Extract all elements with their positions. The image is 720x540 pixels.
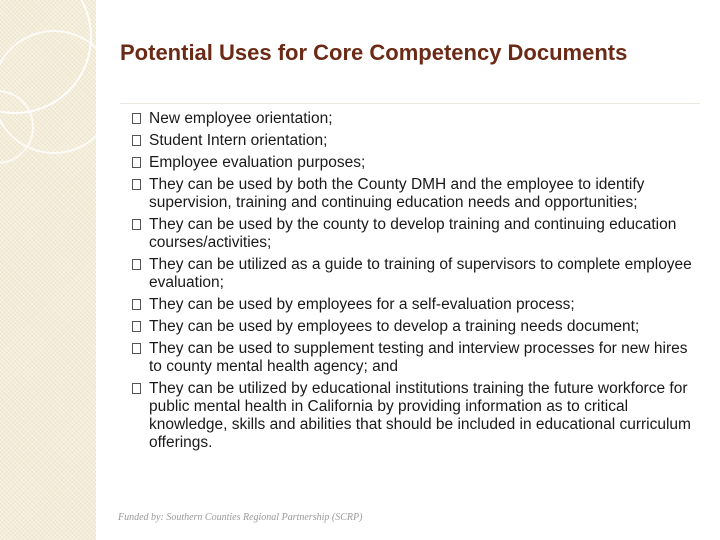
decorative-side-panel [0,0,96,540]
list-item [132,110,702,128]
list-item [132,256,702,292]
box-icon [132,157,141,168]
box-icon [132,113,141,124]
list-item [132,154,702,172]
list-item [132,296,702,314]
bullet-text: New employee orientation; [149,110,333,127]
box-icon [132,135,141,146]
bullet-list [132,110,702,456]
list-item [132,216,702,252]
bullet-text: They can be used by both the County DMH and the employee to identify supervision, training and continuing education needs and opportunities; [149,176,645,211]
box-icon [132,343,141,354]
bullet-text: Student Intern orientation; [149,132,328,149]
bullet-text: They can be used to supplement testing and interview processes for new hires to county mental health agency; and [149,340,688,375]
list-item [132,318,702,336]
box-icon [132,259,141,270]
title-divider [120,103,700,104]
list-item [132,380,702,452]
bullet-text: They can be utilized by educational institutions training the future workforce for public mental health in California by providing information as to critical knowledge, skills and abilities that should be included in educational curriculum offerings. [149,380,691,451]
bullet-text: They can be used by the county to develop training and continuing education courses/activities; [149,216,677,251]
footer-credit: Funded by: Southern Counties Regional Partnership (SCRP) [118,512,363,523]
slide-title: Potential Uses for Core Competency Documents [120,40,628,65]
bullet-text: Employee evaluation purposes; [149,154,366,171]
list-item [132,176,702,212]
bullet-text: They can be used by employees to develop a training needs document; [149,318,640,335]
box-icon [132,321,141,332]
list-item [132,340,702,376]
list-item [132,132,702,150]
box-icon [132,299,141,310]
bullet-text: They can be utilized as a guide to training of supervisors to complete employee evaluation; [149,256,692,291]
box-icon [132,383,141,394]
box-icon [132,179,141,190]
bullet-text: They can be used by employees for a self-evaluation process; [149,296,575,313]
box-icon [132,219,141,230]
